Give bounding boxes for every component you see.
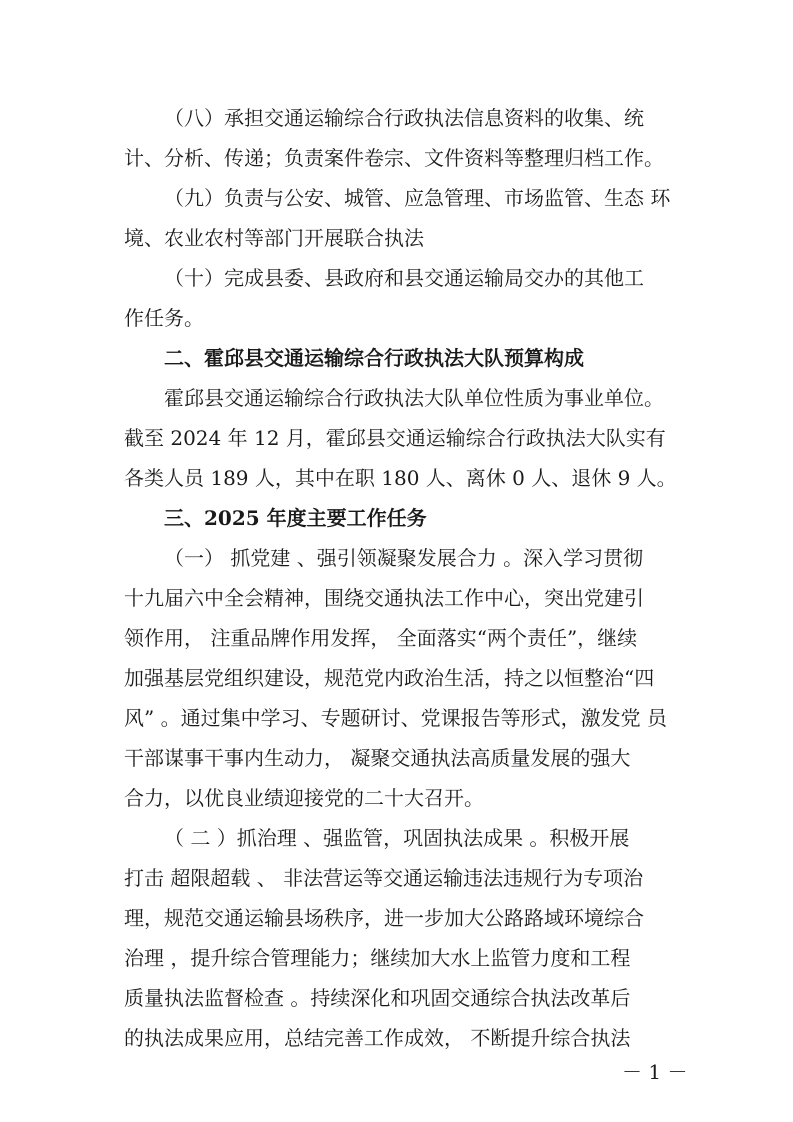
paragraph-line: （ 二 ）抓治理 、强监管，巩固执法成果 。积极开展	[164, 826, 630, 850]
paragraph-line: 十九届六中全会精神，围绕交通执法工作中心，突出党建引	[124, 586, 644, 610]
paragraph-line: 理，规范交通运输县场秩序，进一步加大公路路域环境综合	[124, 906, 644, 930]
paragraph-line: 境、农业农村等部门开展联合执法	[124, 226, 424, 250]
paragraph-line: 风” 。通过集中学习、专题研讨、党课报告等形式，激发党 员	[124, 706, 667, 730]
paragraph-line: 质量执法监督检查 。持续深化和巩固交通综合执法改革后	[124, 986, 631, 1010]
paragraph-line: 合力，以优良业绩迎接党的二十大召开。	[124, 786, 484, 810]
paragraph-line: 作任务。	[124, 306, 204, 330]
paragraph-line: 治理 ，提升综合管理能力；继续加大水上监管力度和工程	[124, 946, 631, 970]
page-number: － 1 －	[622, 1060, 688, 1084]
paragraph-line: 截至 2024 年 12 月，霍邱县交通运输综合行政执法大队实有	[124, 426, 666, 450]
paragraph-line: （十）完成县委、县政府和县交通运输局交办的其他工	[164, 266, 644, 290]
paragraph-line: 计、分析、传递；负责案件卷宗、文件资料等整理归档工作。	[124, 146, 664, 170]
paragraph-line: 霍邱县交通运输综合行政执法大队单位性质为事业单位。	[164, 386, 664, 410]
paragraph-line: （一） 抓党建 、强引领凝聚发展合力 。深入学习贯彻	[164, 546, 644, 570]
section-heading: 二、霍邱县交通运输综合行政执法大队预算构成	[164, 346, 584, 370]
paragraph-line: （九）负责与公安、城管、应急管理、市场监管、生态 环	[164, 186, 671, 210]
paragraph-line: 打击 超限超载 、 非法营运等交通运输违法违规行为专项治	[124, 866, 644, 890]
paragraph-line: 干部谋事干事内生动力， 凝聚交通执法高质量发展的强大	[124, 746, 631, 770]
paragraph-line: 各类人员 189 人，其中在职 180 人、离休 0 人、退休 9 人。	[124, 466, 677, 490]
paragraph-line: 的执法成果应用，总结完善工作成效， 不断提升综合执法	[124, 1026, 631, 1050]
section-heading: 三、2025 年度主要工作任务	[164, 506, 427, 530]
paragraph-line: （八）承担交通运输综合行政执法信息资料的收集、统	[164, 106, 644, 130]
paragraph-line: 加强基层党组织建设，规范党内政治生活，持之以恒整治“四	[124, 666, 655, 690]
paragraph-line: 领作用， 注重品牌作用发挥， 全面落实“两个责任”，继续	[124, 626, 638, 650]
